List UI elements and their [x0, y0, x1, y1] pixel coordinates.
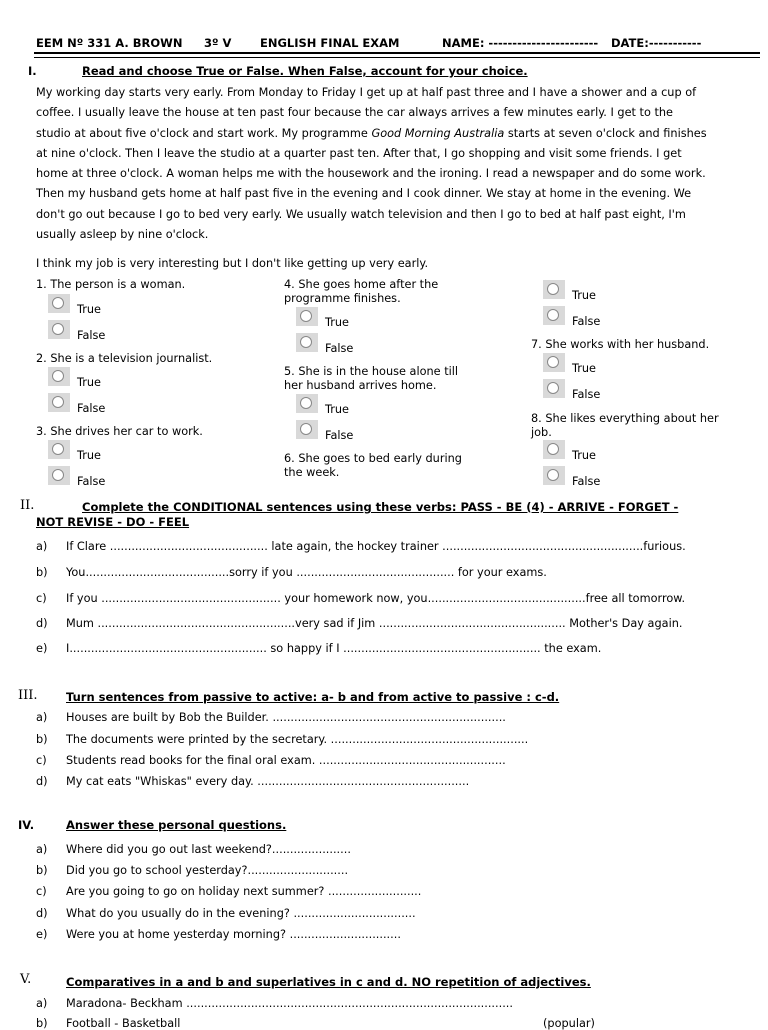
- section-2-title: Complete the CONDITIONAL sentences using these verbs: PASS - BE (4) - ARRIVE - FORGET -: [82, 500, 679, 514]
- reading-line: My working day starts very early. From Monday to Friday I get up at half past three and I have a shower and a cup of: [36, 86, 697, 99]
- name-field[interactable]: NAME: -----------------------: [442, 36, 599, 50]
- question-4: 4. She goes home after the programme finishes.: [284, 278, 439, 305]
- radio-button-icon[interactable]: [300, 336, 312, 348]
- date-field[interactable]: DATE:-----------: [611, 36, 702, 50]
- reading-closing: I think my job is very interesting but I don't like getting up very early.: [36, 257, 429, 270]
- radio-button-icon[interactable]: [300, 423, 312, 435]
- section-4-title: Answer these personal questions.: [66, 818, 287, 832]
- section-2-number: II.: [20, 498, 35, 513]
- reading-line: home at three o'clock. A woman helps me with the housework and the ironing. I read a newspaper and do some work.: [36, 167, 706, 181]
- radio-button-icon[interactable]: [547, 283, 559, 295]
- question-6: 6. She goes to bed early during the week.: [284, 452, 462, 479]
- section-4-number: IV.: [18, 818, 35, 832]
- question-1: 1. The person is a woman.: [36, 278, 186, 291]
- radio-button-icon[interactable]: [300, 397, 312, 409]
- section-3-number: III.: [18, 688, 38, 703]
- question-8: 8. She likes everything about her job.: [531, 412, 719, 439]
- reading-line: coffee. I usually leave the house at ten past four because the car always arrives a few minutes early. I get to the: [36, 106, 674, 120]
- radio-button-icon[interactable]: [52, 370, 64, 382]
- section-5-title: Comparatives in a and b and superlatives in c and d. NO repetition of adjectives.: [66, 975, 591, 989]
- course: 3º V: [204, 36, 232, 50]
- reading-line: Then my husband gets home at half past five in the evening and I cook dinner. We stay at home in the evening. We: [36, 187, 692, 201]
- radio-button-icon[interactable]: [300, 310, 312, 322]
- header-rule-thin: [34, 57, 760, 58]
- radio-button-icon[interactable]: [547, 469, 559, 481]
- reading-text: [36, 83, 736, 245]
- question-2: 2. She is a television journalist.: [36, 352, 213, 365]
- section-2-title-verbs: NOT REVISE - DO - FEEL: [36, 515, 190, 529]
- reading-line: usually asleep by nine o'clock.: [36, 228, 209, 242]
- school-name: EEM Nº 331 A. BROWN: [36, 36, 183, 50]
- section-5-number: V.: [20, 972, 32, 987]
- radio-button-icon[interactable]: [547, 382, 559, 394]
- radio-button-icon[interactable]: [52, 297, 64, 309]
- section-3-title: Turn sentences from passive to active: a- b and from active to passive : c-d.: [66, 690, 560, 704]
- radio-button-icon[interactable]: [547, 443, 559, 455]
- reading-line: at nine o'clock. Then I leave the studio at a quarter past ten. After that, I go shopping and visit some friends. I get: [36, 146, 682, 160]
- radio-button-icon[interactable]: [52, 469, 64, 481]
- question-5: 5. She is in the house alone till her husband arrives home.: [284, 365, 459, 392]
- programme-title: Good Morning Australia: [371, 126, 505, 140]
- radio-button-icon[interactable]: [52, 396, 64, 408]
- radio-button-icon[interactable]: [547, 309, 559, 321]
- radio-button-icon[interactable]: [52, 443, 64, 455]
- reading-line: studio at about five o'clock and start work. My programme Good Morning Australia starts at seven o'clock and finishes: [36, 126, 707, 140]
- adjective-hint: (popular): [543, 1017, 595, 1030]
- section-1-number: I.: [28, 64, 37, 78]
- header-rule: [34, 52, 760, 54]
- exam-header: [36, 36, 736, 50]
- reading-line: don't go out because I go to bed very early. We usually watch television and then I go to bed at half past eight, I'm: [36, 207, 686, 221]
- section-1-title: Read and choose True or False. When False, account for your choice.: [82, 64, 528, 78]
- radio-button-icon[interactable]: [52, 323, 64, 335]
- exam-title: ENGLISH FINAL EXAM: [260, 36, 400, 50]
- question-7: 7. She works with her husband.: [531, 338, 710, 351]
- radio-button-icon[interactable]: [547, 356, 559, 368]
- question-3: 3. She drives her car to work.: [36, 425, 203, 438]
